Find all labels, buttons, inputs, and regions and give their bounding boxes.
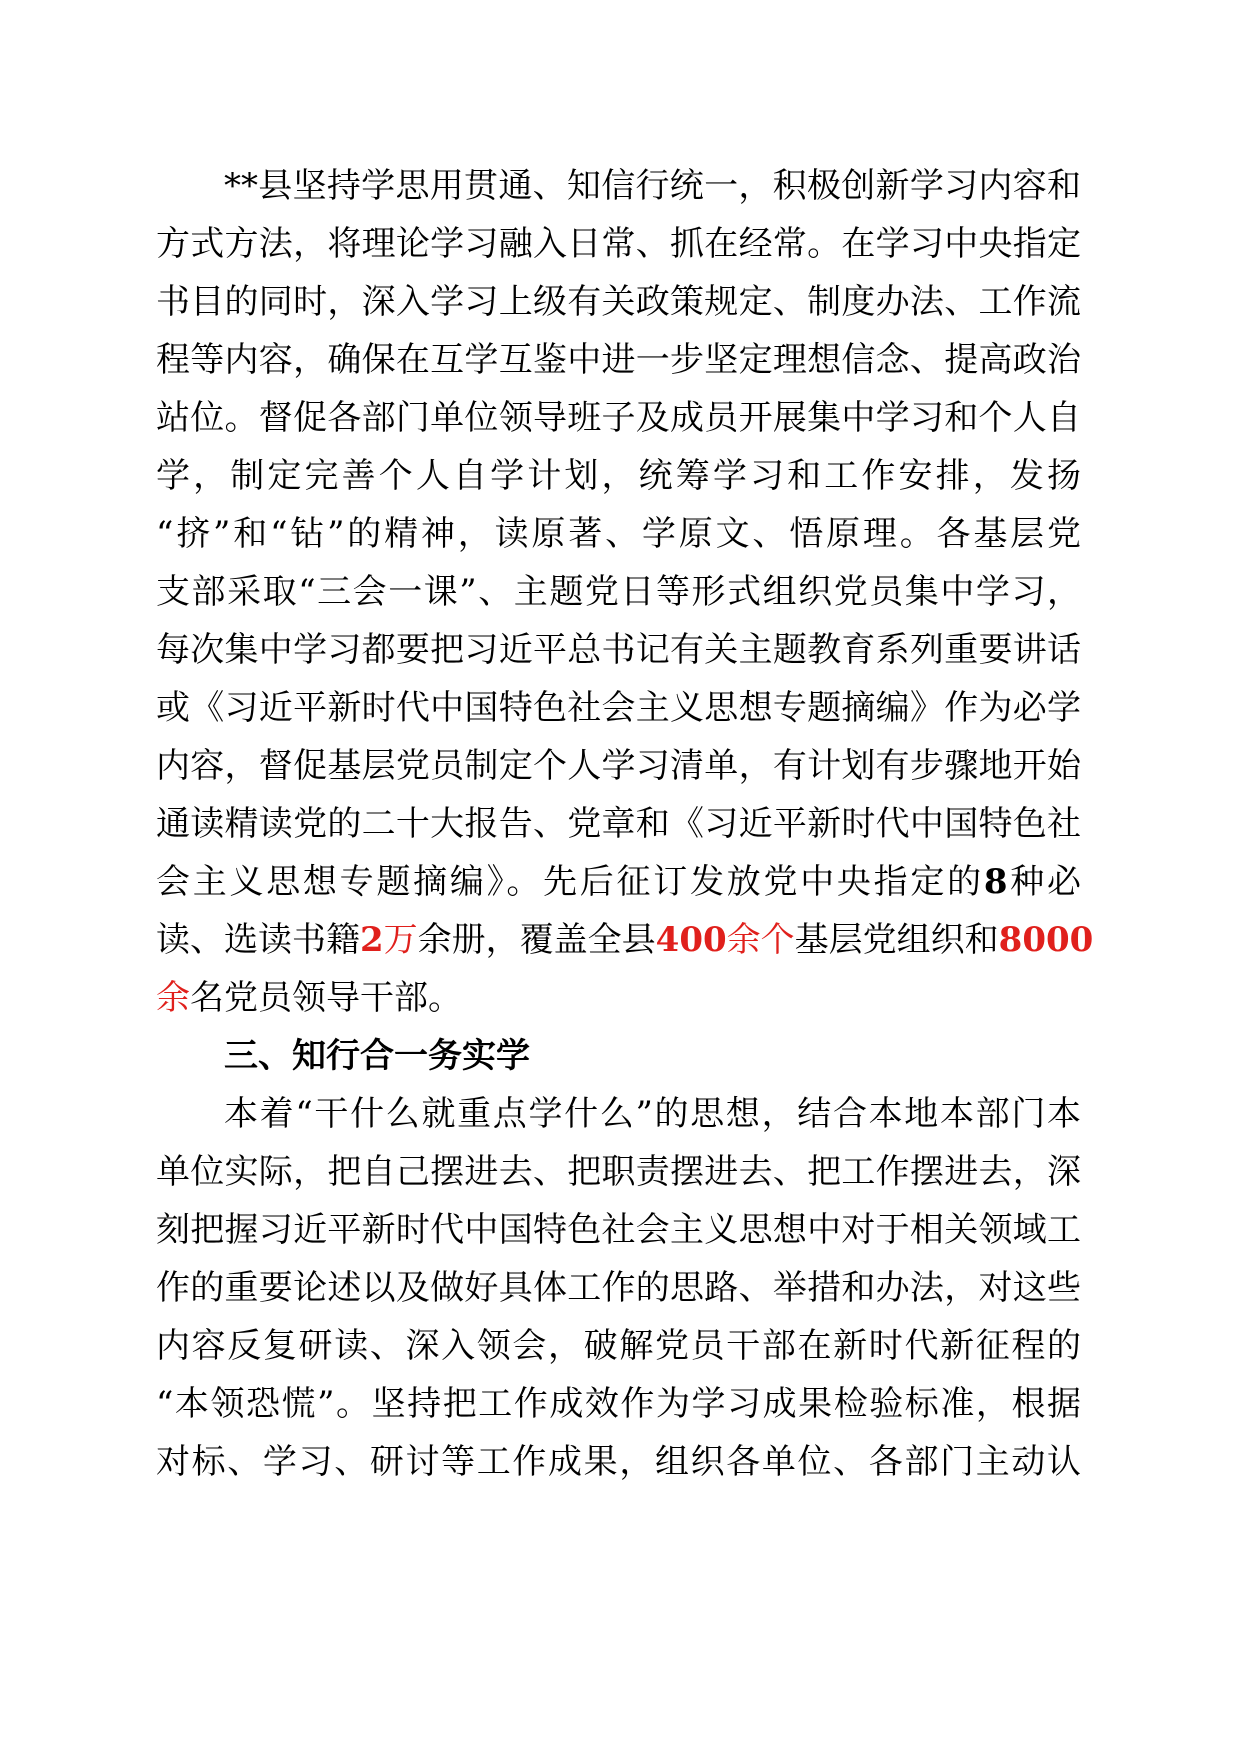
paragraph-1-line-7: “挤”和“钻”的精神，读原著、学原文、悟原理。各基层党	[156, 514, 1081, 554]
cadre-number-suffix: 余	[156, 978, 190, 1018]
book-volume-unit: 万	[383, 920, 418, 960]
paragraph-1-line-3: 书目的同时，深入学习上级有关政策规定、制度办法、工作流	[156, 282, 1081, 322]
line-14-part-2: 余册，覆盖全县	[417, 920, 656, 960]
party-org-unit: 余个	[726, 920, 795, 960]
line-13-end: 种必	[1007, 862, 1082, 902]
paragraph-2-line-4: 作的重要论述以及做好具体工作的思路、举措和办法，对这些	[156, 1268, 1081, 1308]
cadre-number: 8000	[998, 920, 1094, 960]
paragraph-2-line-7: 对标、学习、研讨等工作成果，组织各单位、各部门主动认	[156, 1442, 1081, 1482]
section-heading: 三、知行合一务实学	[224, 1036, 530, 1076]
paragraph-1-line-15	[156, 970, 1081, 1026]
paragraph-2-line-3: 刻把握习近平新时代中国特色社会主义思想中对于相关领域工	[156, 1210, 1081, 1250]
party-org-number: 400	[655, 920, 727, 960]
paragraph-1-line-13	[156, 854, 1081, 910]
book-count: 8	[983, 862, 1008, 902]
paragraph-1-line-1: **县坚持学思用贯通、知信行统一，积极创新学习内容和	[224, 166, 1081, 206]
paragraph-1-line-2: 方式方法，将理论学习融入日常、抓在经常。在学习中央指定	[156, 224, 1081, 264]
paragraph-2-line-5: 内容反复研读、深入领会，破解党员干部在新时代新征程的	[156, 1326, 1081, 1366]
line-15-rest: 名党员领导干部。	[190, 978, 462, 1018]
line-13-text: 会主义思想专题摘编》。先后征订发放党中央指定的	[156, 862, 984, 902]
paragraph-1-line-4: 程等内容，确保在互学互鉴中进一步坚定理想信念、提高政治	[156, 340, 1081, 380]
paragraph-1-line-12: 通读精读党的二十大报告、党章和《习近平新时代中国特色社	[156, 804, 1081, 844]
paragraph-1-line-8: 支部采取“三会一课”、主题党日等形式组织党员集中学习，	[156, 572, 1081, 612]
paragraph-2-line-2: 单位实际，把自己摆进去、把职责摆进去、把工作摆进去，深	[156, 1152, 1081, 1192]
paragraph-2-line-1: 本着“干什么就重点学什么”的思想，结合本地本部门本	[224, 1094, 1081, 1134]
line-14-part-1: 读、选读书籍	[156, 920, 360, 960]
line-14-part-3: 基层党组织和	[794, 920, 999, 960]
paragraph-1-line-14	[156, 912, 1094, 968]
book-volume-number: 2	[360, 920, 384, 960]
paragraph-2-line-6: “本领恐慌”。坚持把工作成效作为学习成果检验标准，根据	[156, 1384, 1081, 1424]
paragraph-1-line-10: 或《习近平新时代中国特色社会主义思想专题摘编》作为必学	[156, 688, 1081, 728]
paragraph-1-line-6: 学，制定完善个人自学计划，统筹学习和工作安排，发扬	[156, 456, 1081, 496]
paragraph-1-line-9: 每次集中学习都要把习近平总书记有关主题教育系列重要讲话	[156, 630, 1081, 670]
paragraph-1-line-11: 内容，督促基层党员制定个人学习清单，有计划有步骤地开始	[156, 746, 1081, 786]
paragraph-1-line-5: 站位。督促各部门单位领导班子及成员开展集中学习和个人自	[156, 398, 1081, 438]
